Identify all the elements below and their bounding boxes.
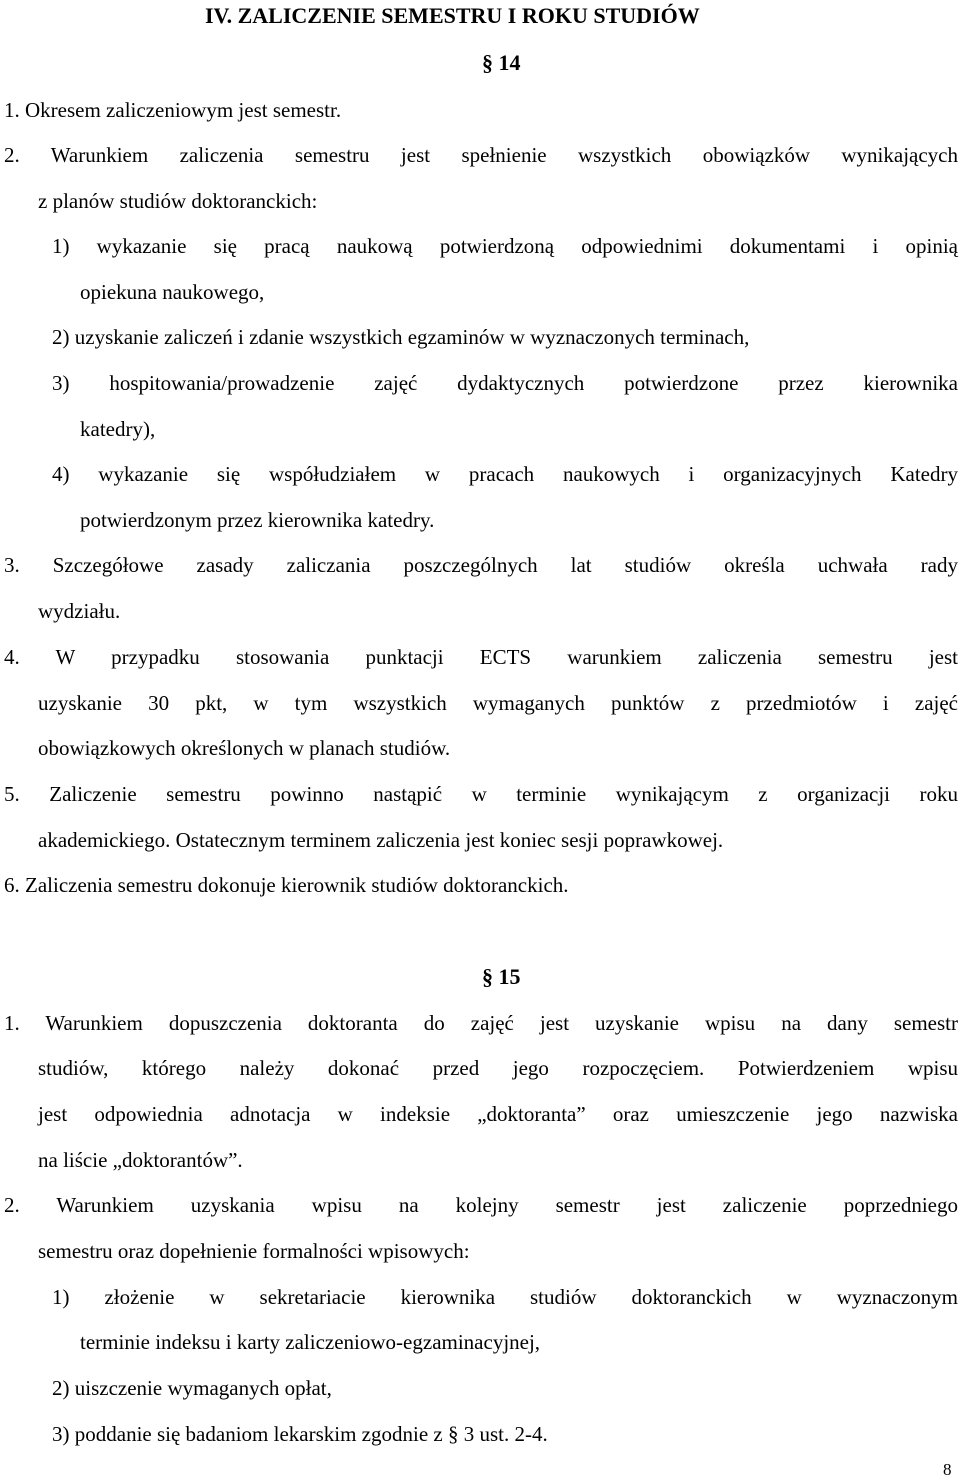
- section-14-title: § 14: [482, 50, 521, 75]
- s14-text-line: uzyskanie 30 pkt, w tym wszystkich wymaganych punktów z przedmiotów i zajęć: [38, 691, 958, 715]
- s14-text-line: 2. Warunkiem zaliczenia semestru jest spełnienie wszystkich obowiązków wynikających: [4, 143, 958, 167]
- s15-text-line: 1) złożenie w sekretariacie kierownika studiów doktoranckich w wyznaczonym: [52, 1285, 958, 1309]
- s14-text-line: wydziału.: [38, 599, 121, 623]
- s14-text-line: 2) uzyskanie zaliczeń i zdanie wszystkich egzaminów w wyznaczonych terminach,: [52, 325, 750, 349]
- s14-text-line: 1. Okresem zaliczeniowym jest semestr.: [4, 98, 342, 122]
- s14-text-line: katedry),: [80, 417, 156, 441]
- section-15-title: § 15: [482, 964, 521, 989]
- s15-text-line: semestru oraz dopełnienie formalności wpisowych:: [38, 1239, 470, 1263]
- s14-text-line: opiekuna naukowego,: [80, 280, 265, 304]
- s14-text-line: potwierdzonym przez kierownika katedry.: [80, 508, 435, 532]
- s14-text-line: akademickiego. Ostatecznym terminem zaliczenia jest koniec sesji poprawkowej.: [38, 828, 724, 852]
- s15-text-line: 3) poddanie się badaniom lekarskim zgodnie z § 3 ust. 2-4.: [52, 1422, 548, 1446]
- s15-text-line: 1. Warunkiem dopuszczenia doktoranta do zajęć jest uzyskanie wpisu na dany semestr: [4, 1011, 958, 1035]
- chapter-heading: IV. ZALICZENIE SEMESTRU I ROKU STUDIÓW: [205, 3, 700, 28]
- s15-text-line: studiów, którego należy dokonać przed jego rozpoczęciem. Potwierdzeniem wpisu: [38, 1056, 958, 1080]
- page-number: 8: [943, 1460, 952, 1479]
- s14-text-line: obowiązkowych określonych w planach studiów.: [38, 736, 451, 760]
- s15-text-line: jest odpowiednia adnotacja w indeksie „doktoranta” oraz umieszczenie jego nazwiska: [38, 1102, 958, 1126]
- s15-text-line: na liście „doktorantów”.: [38, 1148, 243, 1172]
- s14-text-line: 4) wykazanie się współudziałem w pracach naukowych i organizacyjnych Katedry: [52, 462, 958, 486]
- s15-text-line: 2. Warunkiem uzyskania wpisu na kolejny semestr jest zaliczenie poprzedniego: [4, 1193, 958, 1217]
- s14-text-line: 6. Zaliczenia semestru dokonuje kierownik studiów doktoranckich.: [4, 873, 569, 897]
- s15-text-line: 2) uiszczenie wymaganych opłat,: [52, 1376, 332, 1400]
- s14-text-line: 1) wykazanie się pracą naukową potwierdzoną odpowiednimi dokumentami i opinią: [52, 234, 958, 258]
- s15-text-line: terminie indeksu i karty zaliczeniowo-egzaminacyjnej,: [80, 1330, 541, 1354]
- s14-text-line: 3) hospitowania/prowadzenie zajęć dydaktycznych potwierdzone przez kierownika: [52, 371, 958, 395]
- s14-text-line: 4. W przypadku stosowania punktacji ECTS warunkiem zaliczenia semestru jest: [4, 645, 958, 669]
- s14-text-line: z planów studiów doktoranckich:: [38, 189, 318, 213]
- s14-text-line: 5. Zaliczenie semestru powinno nastąpić w terminie wynikającym z organizacji roku: [4, 782, 958, 806]
- s14-text-line: 3. Szczegółowe zasady zaliczania poszczególnych lat studiów określa uchwała rady: [4, 553, 958, 577]
